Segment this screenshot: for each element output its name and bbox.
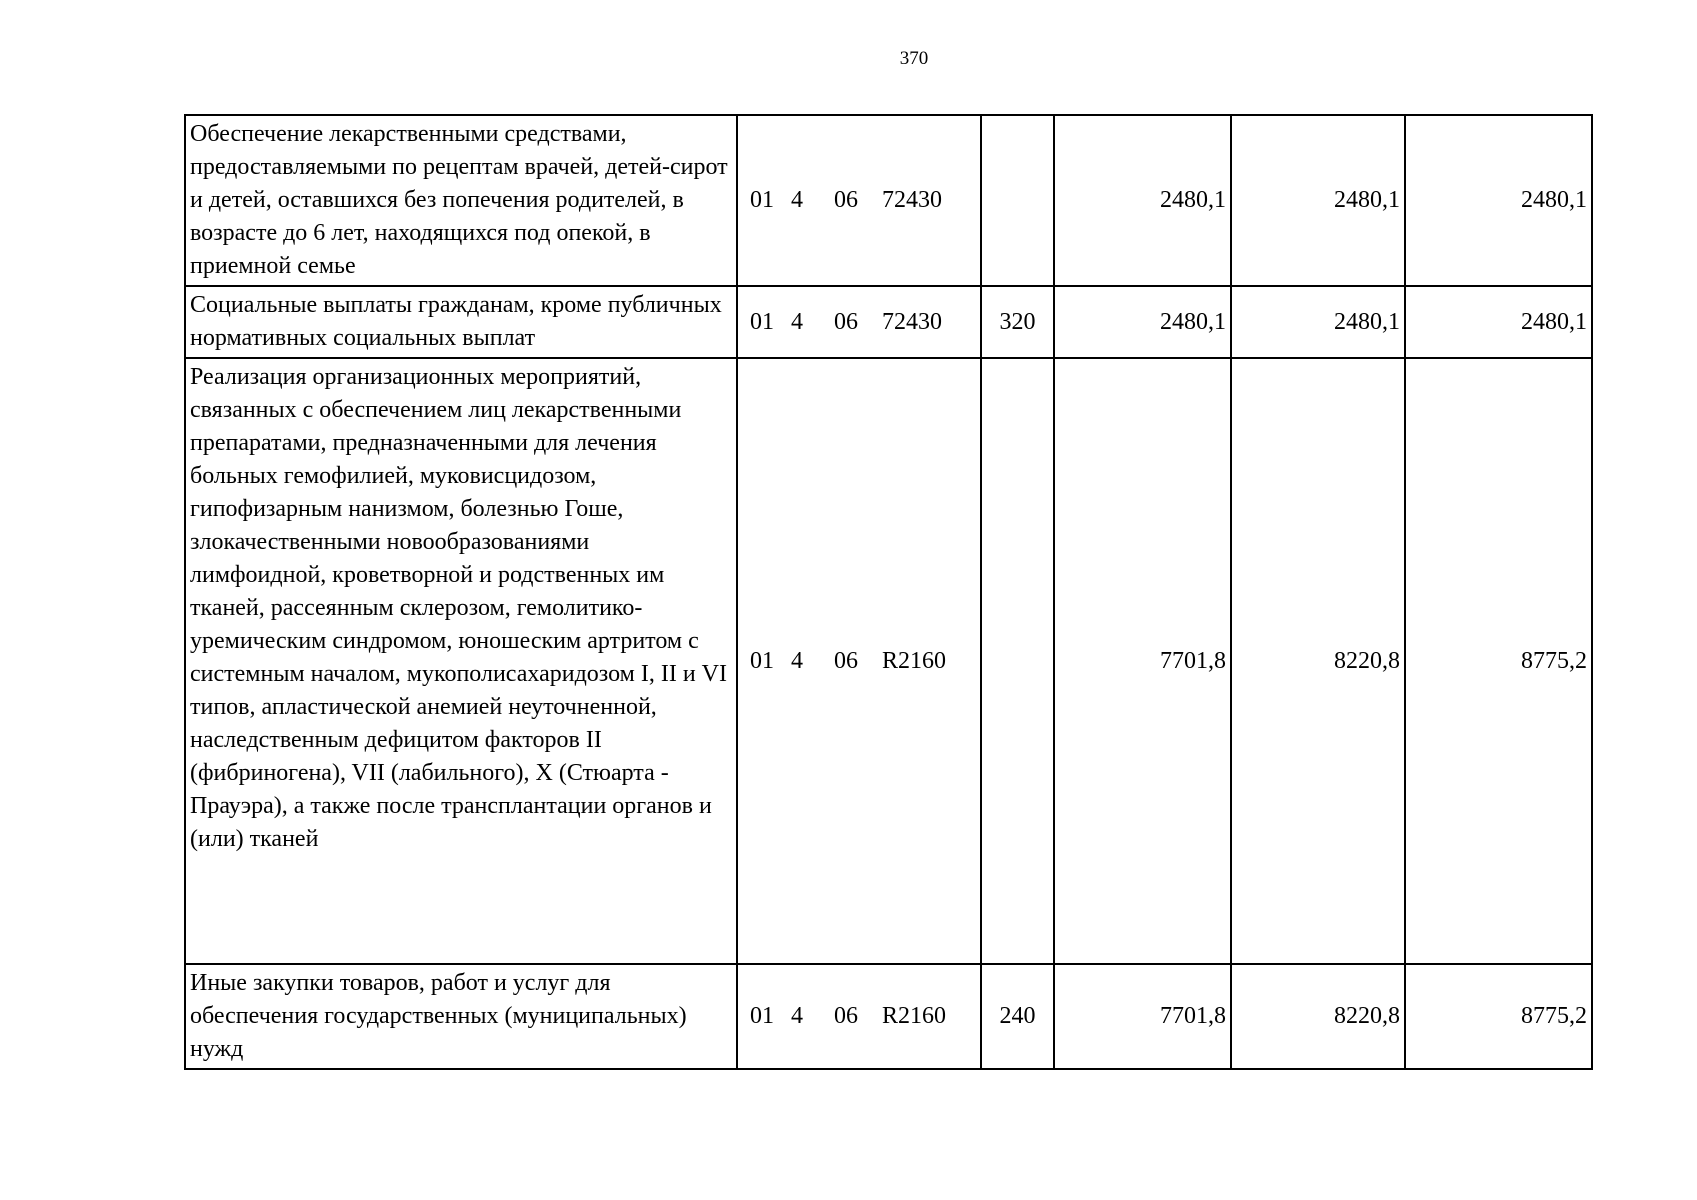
expense-type-code <box>981 358 1054 964</box>
amount-year-2: 8220,8 <box>1231 358 1405 964</box>
table-row <box>185 115 1592 286</box>
subprogram-code: 4 <box>791 308 803 335</box>
main-activity-code: 06 <box>834 647 858 674</box>
program-code: 01 <box>750 1003 774 1029</box>
amount-year-1: 7701,8 <box>1054 358 1231 964</box>
budget-table <box>184 114 1593 1070</box>
program-code: 01 <box>750 308 774 335</box>
amount-year-1: 2480,1 <box>1054 286 1231 358</box>
main-activity-code: 06 <box>834 187 858 213</box>
subprogram-code: 4 <box>791 187 803 213</box>
program-code: 01 <box>750 647 774 674</box>
amount-year-2: 8220,8 <box>1231 964 1405 1069</box>
direction-code: R2160 <box>882 1003 947 1029</box>
row-description: Обеспечение лекарственными средствами, предоставляемыми по рецептам врачей, детей-сирот и детей, оставшихся без попечения родителей, в возрасте до 6 лет, находящихся под опекой, в приемной семье <box>185 115 737 286</box>
expense-type-code: 320 <box>981 286 1054 358</box>
direction-code: R2160 <box>882 647 947 674</box>
main-activity-code: 06 <box>834 308 858 335</box>
program-code-cell <box>737 286 981 358</box>
subprogram-code: 4 <box>791 647 803 674</box>
amount-year-3: 2480,1 <box>1405 286 1592 358</box>
page-number: 370 <box>899 48 929 69</box>
amount-year-2: 2480,1 <box>1231 286 1405 358</box>
program-code-cell <box>737 115 981 286</box>
program-code-cell <box>737 358 981 964</box>
row-description: Иные закупки товаров, работ и услуг для обеспечения государственных (муниципальных) нужд <box>185 964 737 1069</box>
amount-year-3: 2480,1 <box>1405 115 1592 286</box>
main-activity-code: 06 <box>834 1003 858 1029</box>
amount-year-1: 7701,8 <box>1054 964 1231 1069</box>
row-description: Реализация организационных мероприятий, связанных с обеспечением лиц лекарственными препаратами, предназначенными для лечения больных гемофилией, муковисцидозом, гипофизарным нанизмом, болезнью Гоше, злокачественными новообразованиями лимфоидной, кроветворной и родственных им тканей, рассеянным склерозом, гемолитико-уремическим синдромом, юношеским артритом с системным началом, мукополисахаридозом I, II и VI типов, апластической анемией неуточненной, наследственным дефицитом факторов II (фибриногена), VII (лабильного), X (Стюарта - Прауэра), а также после трансплантации органов и (или) тканей <box>185 358 737 964</box>
amount-year-2: 2480,1 <box>1231 115 1405 286</box>
table-row <box>185 964 1592 1069</box>
program-code-cell <box>737 964 981 1069</box>
direction-code: 72430 <box>882 187 942 213</box>
table-row <box>185 286 1592 358</box>
amount-year-3: 8775,2 <box>1405 358 1592 964</box>
expense-type-code: 240 <box>981 964 1054 1069</box>
subprogram-code: 4 <box>791 1003 803 1029</box>
table-row <box>185 358 1592 964</box>
amount-year-3: 8775,2 <box>1405 964 1592 1069</box>
row-description: Социальные выплаты гражданам, кроме публичных нормативных социальных выплат <box>185 286 737 358</box>
program-code: 01 <box>750 187 774 213</box>
direction-code: 72430 <box>882 308 942 335</box>
expense-type-code <box>981 115 1054 286</box>
amount-year-1: 2480,1 <box>1054 115 1231 286</box>
